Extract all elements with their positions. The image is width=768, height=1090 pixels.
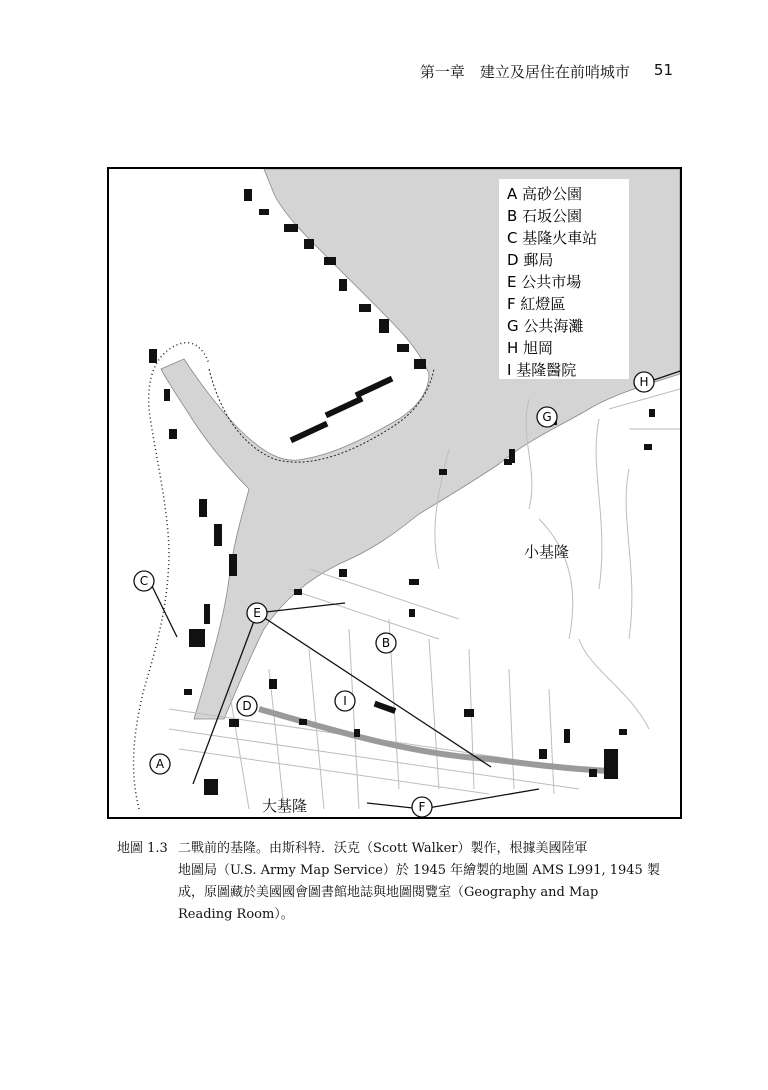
caption-text [178,838,682,926]
legend-item-b: B 石坂公園 [507,207,583,225]
marker-a [150,754,170,774]
caption-label: 地圖 1.3 [117,841,168,856]
svg-text:G: G [542,410,552,424]
legend-item-c: C 基隆火車站 [507,229,598,247]
map-canvas [109,169,680,817]
keelung-map [107,167,682,819]
marker-f [412,797,432,817]
legend-item-d: D 郵局 [507,251,554,269]
caption-line-2: 地圖局（U.S. Army Map Service）於 1945 年繪製的地圖 AMS L991, 1945 製 [178,863,660,878]
chapter-title: 第一章 建立及居住在前哨城市 [419,63,630,81]
legend-item-e: E 公共市場 [507,273,582,291]
svg-text:D: D [242,699,252,713]
svg-text:I: I [343,694,347,708]
map-legend [499,179,629,379]
legend-item-i: I 基隆醫院 [507,361,577,379]
marker-h [634,372,654,392]
svg-text:E: E [253,606,261,620]
legend-item-g: G 公共海灘 [507,317,584,335]
marker-b [376,633,396,653]
marker-e [247,603,267,623]
marker-c [134,571,154,591]
svg-text:C: C [139,574,149,588]
svg-text:H: H [639,375,649,389]
legend-item-f: F 紅燈區 [507,295,566,313]
marker-d [237,696,257,716]
legend-item-a: A 高砂公園 [507,185,583,203]
svg-text:A: A [155,757,165,771]
svg-text:F: F [418,800,426,814]
label-da-keelung: 大基隆 [262,797,308,815]
page-number: 51 [653,61,673,79]
map-caption [117,838,682,926]
page-header [420,61,673,82]
caption-line-1: 二戰前的基隆。由斯科特．沃克（Scott Walker）製作，根據美國陸軍 [178,841,588,856]
label-xiao-keelung: 小基隆 [524,543,570,561]
caption-line-4: Reading Room）。 [178,907,294,922]
caption-line-3: 成，原圖藏於美國國會圖書館地誌與地圖閱覽室（Geography and Map [178,885,599,900]
svg-text:B: B [381,636,391,650]
marker-i [335,691,355,711]
marker-g [537,407,557,427]
legend-item-h: H 旭岡 [507,339,554,357]
